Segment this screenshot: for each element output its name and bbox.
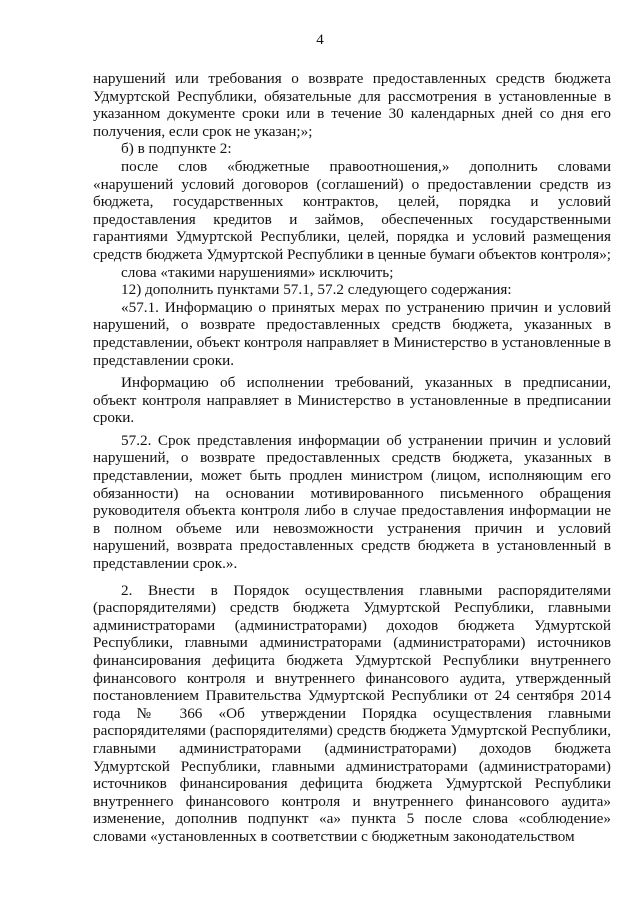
paragraph-subpoint-b: б) в подпункте 2: bbox=[121, 140, 232, 158]
paragraph-amendment-add-words: после слов «бюджетные правоотношения,» дополнить словами «нарушений условий договоров (соглашений) о предоставлении средств из бюджета, государственных контрактов, целей, порядка и условий предоставления кредитов и займов, обеспеченных государственными гарантиями Удмуртской Республики, целей, порядка и условий размещения средств бюджета Удмуртской Республики в ценные бумаги объектов контроля»; bbox=[93, 157, 612, 263]
paragraph-item-12: 12) дополнить пунктами 57.1, 57.2 следующего содержания: bbox=[121, 281, 512, 299]
paragraph-item-2: 2. Внести в Порядок осуществления главными распорядителями (распорядителями) средств бюджета Удмуртской Республики, главными администраторами (администраторами) доходов бюджета Удмуртской Республики, главными администраторами (администраторами) источников финансирования дефицита бюджета Удмуртской Республики внутреннего финансового контроля и внутреннего финансового аудита, утвержденный постановлением Правительства Удмуртской Республики от 24 сентября 2014 года № 366 «Об утверждении Порядка осуществления главными распорядителями (распорядителями) средств бюджета Удмуртской Республики, главными администраторами (администраторами) доходов бюджета Удмуртской Республики, главными администраторами (администраторами) источников финансирования дефицита бюджета Удмуртской Республики внутреннего финансового контроля и внутреннего финансового аудита» изменение, дополнив подпункт «а» пункта 5 после слова «соблюдение» словами «установленных в соответствии с бюджетным законодательством bbox=[93, 581, 611, 845]
paragraph-amendment-remove-words: слова «такими нарушениями» исключить; bbox=[121, 263, 394, 281]
document-body bbox=[93, 70, 611, 846]
paragraph-57-1: «57.1. Информацию о принятых мерах по устранению причин и условий нарушений, о возврате предоставленных средств бюджета, указанных в представлении, объект контроля направляет в Министерство в установленные в представлении сроки. bbox=[93, 298, 611, 369]
page-number: 4 bbox=[316, 32, 324, 48]
paragraph-57-2: 57.2. Срок представления информации об устранении причин и условий нарушений, о возврате предоставленных средств бюджета, указанных в представлении, может быть продлен министром (лицом, исполняющим его обязанности) на основании мотивированного письменного обращения руководителя объекта контроля либо в случае предоставления информации не в полном объеме или невозможности устранения причин и условий нарушений, возврата предоставленных средств бюджета в установленный в представлении срок.». bbox=[93, 431, 611, 573]
paragraph-57-1-prescription: Информацию об исполнении требований, указанных в предписании, объект контроля направляет в Министерство в установленные в предписании сроки. bbox=[93, 374, 611, 427]
paragraph-continuation: нарушений или требования о возврате предоставленных средств бюджета Удмуртской Республики, обязательные для рассмотрения в установленные в указанном документе сроки или в течение 30 календарных дней со дня его получения, если срок не указан;»; bbox=[93, 70, 611, 140]
